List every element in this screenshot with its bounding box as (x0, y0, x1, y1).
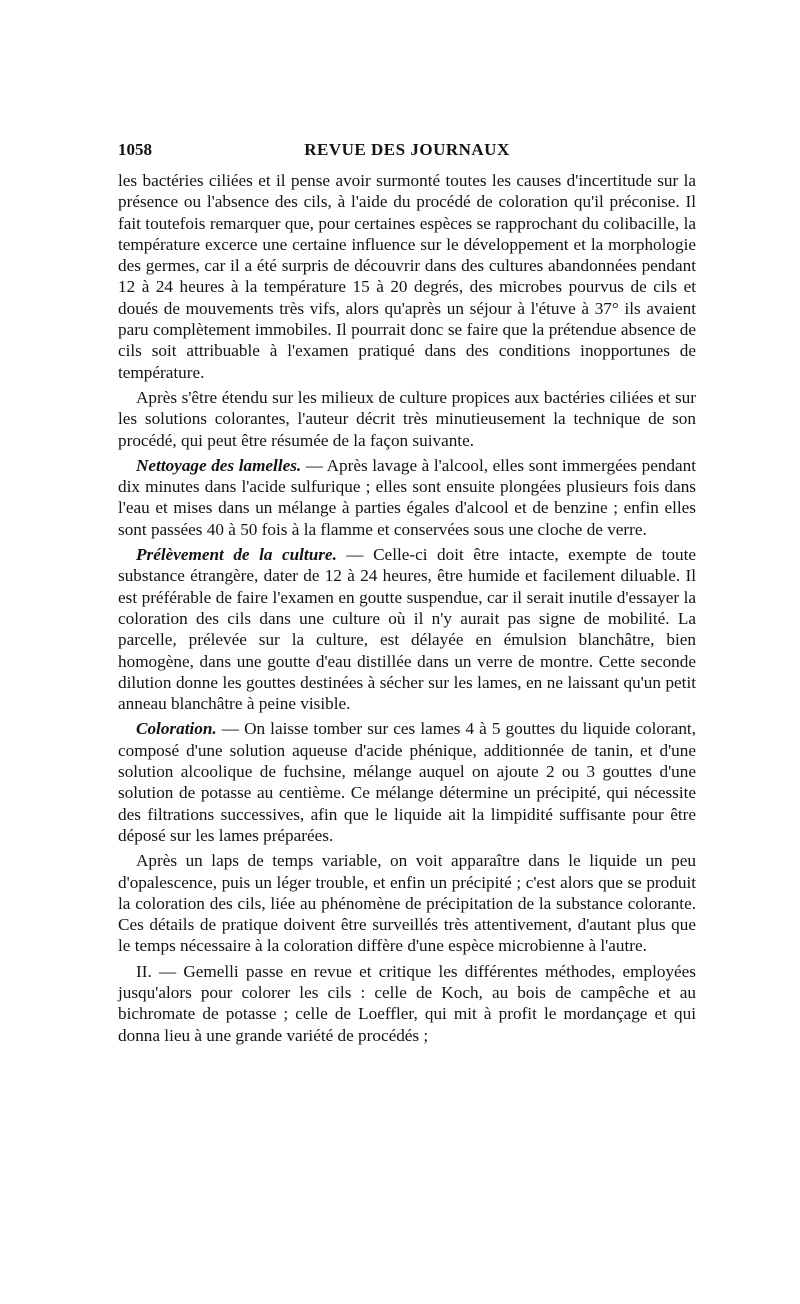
section-title-nettoyage: Nettoyage des lamelles. (136, 455, 302, 475)
paragraph-text: Après un laps de temps variable, on voit apparaître dans le liquide un peu d'opalescence, puis un léger trouble, et enfin un précipité ; c'est alors que se produit la coloration des cils, liée au phénomène de précipitation de la substance colorante. Ces détails de pratique doivent être surveillés très attentivement, d'autant plus que le temps nécessaire à la coloration diffère d'une espèce microbienne à l'autre. (118, 851, 696, 956)
running-header (118, 140, 696, 170)
paragraph-text: — Après lavage à l'alcool, elles sont immergées pendant dix minutes dans l'acide sulfurique ; elles sont ensuite plongées plusieurs fois dans l'eau et mises dans un mélange à parties égales d'alcool et de benzine ; enfin elles sont passées 40 à 50 fois à la flamme et conservées sous une cloche de verre. (118, 455, 697, 539)
document-page (118, 140, 696, 1050)
paragraph-text: — On laisse tomber sur ces lames 4 à 5 gouttes du liquide colorant, composé d'une solution aqueuse d'acide phénique, additionnée de tanin, et d'une solution alcoolique de fuchsine, mélange auquel on ajoute 2 ou 3 gouttes d'une solution de potasse au centième. Ce mélange détermine un précipité, qui nécessite des filtrations successives, afin que le liquide ait la limpidité suffisante pour être déposé sur les lames préparées. (118, 719, 696, 845)
paragraph-nettoyage (118, 455, 696, 540)
paragraph-text: les bactéries ciliées et il pense avoir surmonté toutes les causes d'incertitude sur la présence ou l'absence des cils, à l'aide du procédé de coloration qu'il préconise. Il fait toutefois remarquer que, pour certaines espèces se rapprochant du colibacille, la température excerce une certaine influence sur le développement et la morphologie des germes, car il a été surpris de découvrir dans des cultures abandonnées pendant 12 à 24 heures à la température 15 à 20 degrés, des microbes pourvus de cils et doués de mouvements très vifs, alors qu'après un séjour à l'étuve à 37° ils avaient paru complètement immobiles. Il pourrait donc se faire que la prétendue absence de cils soit attribuable à l'examen pratiqué dans des conditions inopportunes de température. (118, 171, 696, 382)
paragraph-text: II. — Gemelli passe en revue et critique les différentes méthodes, employées jusqu'alors pour colorer les cils : celle de Koch, au bois de campêche et au bichromate de potasse ; celle de Loeffler, qui mit à profit le mordançage et qui donna lieu à une grande variété de procédés ; (118, 961, 696, 1045)
article-body (118, 170, 696, 1046)
paragraph-technique-intro (118, 387, 696, 451)
paragraph-text: — Celle-ci doit être intacte, exempte de toute substance étrangère, dater de 12 à 24 heures, être humide et facilement diluable. Il est préférable de faire l'examen en goutte suspendue, car il serait inutile d'essayer la coloration des cils dans une culture où il n'y aurait pas signe de mobilité. La parcelle, prélevée sur la culture, est délayée en émulsion blanchâtre, bien homogène, dans une goutte d'eau distillée dans un verre de montre. Cette seconde dilution donne les gouttes destinées à sécher sur les lames, en ne laissant qu'un petit anneau blanchâtre à peine visible. (118, 545, 697, 714)
section-title-coloration: Coloration. (136, 719, 217, 739)
page-number: 1058 (118, 140, 152, 159)
paragraph-prelevement (118, 544, 696, 714)
paragraph-text: Après s'être étendu sur les milieux de culture propices aux bactéries ciliées et sur les solutions colorantes, l'auteur décrit très minutieusement la technique de son procédé, qui peut être résumée de la façon suivante. (118, 387, 696, 450)
paragraph-continuation (118, 170, 696, 383)
journal-title: REVUE DES JOURNAUX (304, 140, 510, 159)
paragraph-coloration (118, 718, 696, 846)
section-title-prelevement: Prélèvement de la culture. (136, 545, 337, 565)
paragraph-section-two (118, 961, 696, 1046)
paragraph-precipitation (118, 850, 696, 956)
